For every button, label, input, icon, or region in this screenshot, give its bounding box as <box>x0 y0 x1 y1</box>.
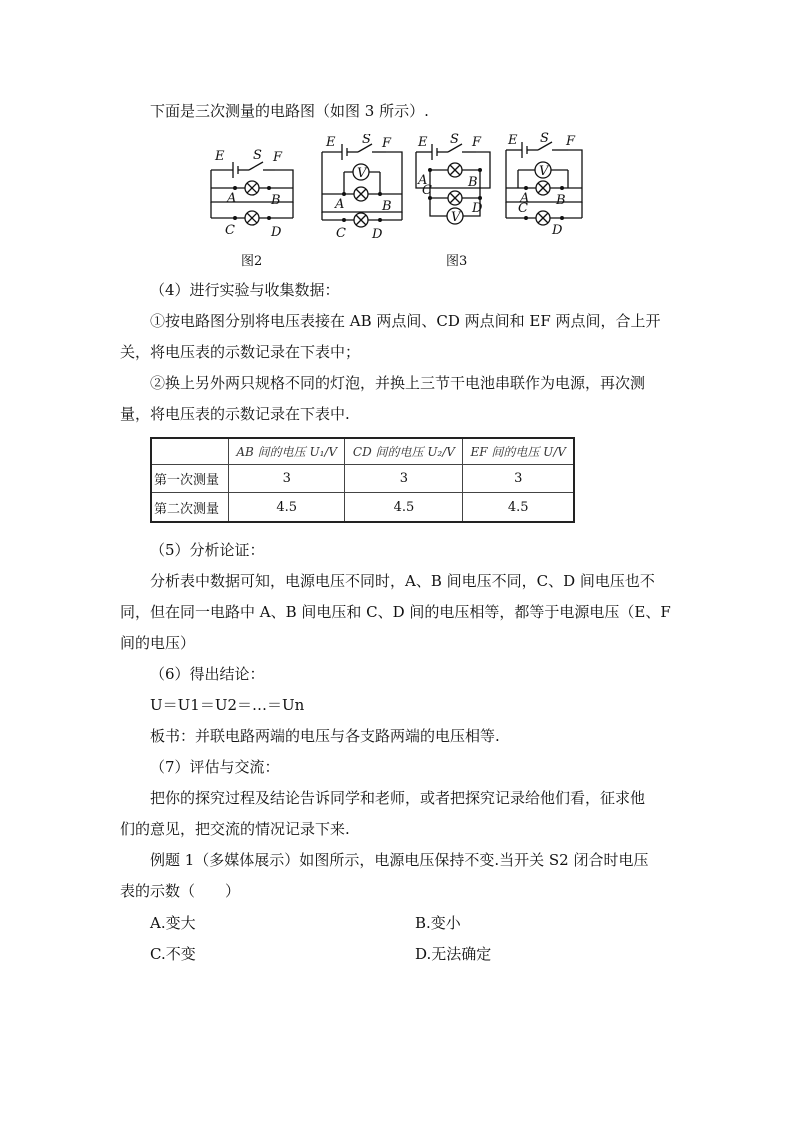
label-A: A <box>418 173 428 188</box>
label-D: D <box>552 223 563 238</box>
step6-heading: （6）得出结论： <box>150 665 265 683</box>
step4-p2-line1: ②换上另外两只规格不同的灯泡，并换上三节干电池串联作为电源，再次测 <box>150 374 646 392</box>
table-header-cd: CD 间的电压 U₂/V <box>345 438 463 464</box>
label-B: B <box>382 199 392 214</box>
step4-p2-line2: 量，将电压表的示数记录在下表中. <box>120 405 350 423</box>
label-A: A <box>335 197 345 212</box>
table-row <box>151 464 574 492</box>
table-header-blank <box>151 438 229 464</box>
row-label: 第一次测量 <box>151 464 229 492</box>
step6-board: 板书：并联电路两端的电压与各支路两端的电压相等. <box>150 727 500 745</box>
table-header-ef: EF 间的电压 U/V <box>463 438 574 464</box>
label-S: S <box>253 148 262 163</box>
step5-heading: （5）分析论证： <box>150 541 265 559</box>
label-F: F <box>382 136 392 151</box>
step4-heading: （4）进行实验与收集数据： <box>150 281 340 299</box>
table-cell: 3 <box>345 464 463 492</box>
label-C: C <box>225 223 235 238</box>
label-E: E <box>215 149 225 164</box>
label-S: S <box>450 132 459 147</box>
step4-p1-line1: ①按电路图分别将电压表接在 AB 两点间、CD 两点间和 EF 两点间，合上开 <box>150 312 661 330</box>
label-B: B <box>556 193 566 208</box>
label-E: E <box>508 133 518 148</box>
option-b: B.变小 <box>415 914 461 932</box>
label-V: V <box>451 210 461 225</box>
option-d: D.无法确定 <box>415 945 492 963</box>
row-label: 第二次测量 <box>151 493 229 522</box>
label-B: B <box>271 193 281 208</box>
label-C: C <box>518 201 528 216</box>
label-E: E <box>326 135 336 150</box>
label-D: D <box>472 201 483 216</box>
circuit-figure-3b <box>412 132 496 232</box>
label-D: D <box>372 227 383 242</box>
circuit-figure-2 <box>205 148 305 240</box>
label-A: A <box>227 191 237 206</box>
label-A: A <box>520 191 530 206</box>
intro-text: 下面是三次测量的电路图（如图 3 所示）. <box>150 102 429 120</box>
label-S: S <box>540 132 549 146</box>
label-F: F <box>566 134 576 149</box>
label-C: C <box>336 226 346 241</box>
table-cell: 4.5 <box>345 493 463 522</box>
label-V: V <box>357 166 367 181</box>
fig3-caption: 图3 <box>446 254 468 269</box>
step4-p1-line2: 关，将电压表的示数记录在下表中； <box>120 343 361 361</box>
step5-line3: 间的电压） <box>120 634 196 652</box>
step7-line2: 们的意见，把交流的情况记录下来. <box>120 820 350 838</box>
label-F: F <box>472 135 482 150</box>
label-D: D <box>271 225 282 240</box>
label-B: B <box>468 175 478 190</box>
circuit-figure-3c <box>502 132 590 238</box>
fig2-caption: 图2 <box>241 254 263 269</box>
label-E: E <box>418 135 428 150</box>
label-S: S <box>362 134 371 147</box>
step5-line1: 分析表中数据可知，电源电压不同时，A、B 间电压不同，C、D 间电压也不 <box>150 572 655 590</box>
voltage-table <box>150 437 575 523</box>
example-line1: 例题 1（多媒体展示）如图所示，电源电压保持不变.当开关 S2 闭合时电压 <box>150 851 649 869</box>
circuit-figure-3a <box>318 134 410 242</box>
table-cell: 4.5 <box>463 493 574 522</box>
step7-heading: （7）评估与交流： <box>150 758 280 776</box>
option-a: A.变大 <box>150 914 196 932</box>
step7-line1: 把你的探究过程及结论告诉同学和老师，或者把探究记录给他们看，征求他 <box>150 789 646 807</box>
table-row <box>151 493 574 522</box>
step6-formula: U＝U1＝U2＝…＝Un <box>150 696 305 714</box>
label-F: F <box>273 150 283 165</box>
option-c: C.不变 <box>150 945 196 963</box>
step5-line2: 同，但在同一电路中 A、B 间电压和 C、D 间的电压相等，都等于电源电压（E、F <box>120 603 671 621</box>
example-line2: 表的示数（ ） <box>120 882 241 900</box>
table-header-ab: AB 间的电压 U₁/V <box>229 438 345 464</box>
label-C: C <box>422 183 432 198</box>
label-V: V <box>539 164 549 179</box>
table-cell: 3 <box>229 464 345 492</box>
table-cell: 3 <box>463 464 574 492</box>
table-cell: 4.5 <box>229 493 345 522</box>
